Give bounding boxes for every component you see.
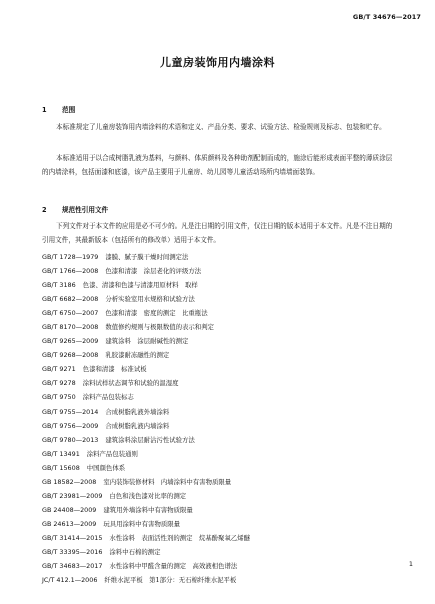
reference-title: 玩具用涂料中有害物质限量 — [103, 519, 181, 528]
reference-code: GB/T 9265—2009 — [42, 337, 99, 346]
reference-item — [42, 306, 250, 320]
reference-item — [42, 531, 250, 545]
section-2-intro: 下列文件对于本文件的应用是必不可少的。凡是注日期的引用文件，仅注日期的版本适用于本文件。凡是不注日期的引用文件，其最新版本（包括所有的修改单）适用于本文件。 — [42, 222, 393, 244]
section-2-heading — [42, 204, 108, 214]
reference-item — [42, 348, 250, 362]
reference-code: GB 18582—2008 — [42, 477, 97, 486]
section-1-title: 范围 — [62, 106, 76, 114]
reference-title: 纤维水泥平板 第1部分：无石棉纤维水泥平板 — [104, 576, 237, 585]
reference-title: 色漆和清漆 涂层老化的评级方法 — [105, 267, 202, 276]
reference-code: GB/T 6682—2008 — [42, 295, 99, 304]
reference-code: GB/T 1766—2008 — [42, 267, 99, 276]
reference-title: 涂料试样状态调节和试验的温湿度 — [82, 379, 179, 388]
reference-item — [42, 320, 250, 334]
reference-item — [42, 475, 250, 489]
reference-code: JC/T 412.1—2006 — [42, 576, 98, 585]
reference-item — [42, 433, 250, 447]
reference-item — [42, 503, 250, 517]
reference-item — [42, 278, 250, 292]
reference-code: GB/T 8170—2008 — [42, 323, 99, 332]
reference-title: 数值修约规则与极限数值的表示和判定 — [105, 323, 214, 332]
reference-code: GB/T 9756—2009 — [42, 421, 99, 430]
reference-code: GB 24408—2009 — [42, 505, 97, 514]
reference-code: GB/T 9278 — [42, 379, 76, 388]
reference-title: 建筑涂料涂层耐沾污性试验方法 — [105, 435, 195, 444]
reference-title: 水性涂料 表面活性剂的测定 烷基酚聚氧乙烯醚 — [109, 533, 251, 542]
section-1-number: 1 — [42, 106, 47, 114]
reference-item — [42, 390, 250, 404]
reference-code: GB/T 9755—2014 — [42, 407, 99, 416]
reference-code: GB/T 9750 — [42, 393, 76, 402]
reference-title: 乳胶漆耐冻融性的测定 — [105, 351, 170, 360]
reference-title: 建筑用外墙涂料中有害物质限量 — [103, 505, 193, 514]
section-1-paragraph-1: 本标准规定了儿童房装饰用内墙涂料的术语和定义、产品分类、要求、试验方法、检验规则及标志、包装和贮存。 — [56, 123, 386, 131]
reference-item — [42, 405, 250, 419]
reference-title: 建筑涂料 涂层耐碱性的测定 — [105, 337, 189, 346]
reference-item — [42, 573, 250, 587]
reference-item — [42, 489, 250, 503]
section-2-number: 2 — [42, 206, 47, 214]
reference-title: 漆膜、腻子膜干燥时间测定法 — [105, 253, 189, 261]
document-title: 儿童房装饰用内墙涂料 — [160, 56, 275, 69]
reference-title: 合成树脂乳液外墙涂料 — [105, 407, 170, 416]
reference-title: 中国颜色体系 — [86, 463, 126, 472]
reference-item — [42, 447, 250, 461]
reference-item — [42, 264, 250, 278]
reference-item — [42, 250, 250, 264]
reference-item — [42, 559, 250, 573]
section-2-title: 规范性引用文件 — [62, 206, 109, 214]
reference-code: GB/T 9271 — [42, 365, 76, 374]
reference-item — [42, 419, 250, 433]
reference-title: 色漆和清漆 密度的测定 比重瓶法 — [105, 309, 208, 318]
standard-number-header: GB/T 34676—2017 — [352, 13, 421, 21]
reference-title: 涂料中石棉的测定 — [109, 547, 161, 556]
reference-item — [42, 292, 250, 306]
section-1-paragraph-2: 本标准适用于以合成树脂乳液为基料，与颜料、体质颜料及各种助剂配制而成的，施涂后能形成表面平整的薄质涂层的内墙涂料，包括面漆和底漆，该产品主要用于儿童房、幼儿园等儿童活动场所内墙墙面装饰。 — [42, 154, 393, 176]
reference-code: GB/T 34683—2017 — [42, 562, 103, 571]
reference-code: GB/T 23981—2009 — [42, 491, 103, 500]
reference-item — [42, 334, 250, 348]
page-number: 1 — [408, 560, 413, 568]
reference-code: GB/T 15608 — [42, 463, 80, 472]
reference-title: 白色和浅色漆对比率的测定 — [109, 491, 187, 500]
reference-code: GB/T 9268—2008 — [42, 351, 99, 360]
reference-code: GB/T 3186 — [42, 281, 76, 290]
reference-item — [42, 545, 250, 559]
reference-title: 室内装饰装修材料 内墙涂料中有害物质限量 — [103, 477, 232, 486]
reference-item — [42, 461, 250, 475]
reference-code: GB/T 1728—1979 — [42, 253, 99, 261]
reference-code: GB/T 13491 — [42, 449, 80, 458]
reference-code: GB/T 33395—2016 — [42, 547, 103, 556]
reference-title: 涂料产品包装标志 — [82, 393, 134, 402]
reference-item — [42, 517, 250, 531]
reference-code: GB/T 9780—2013 — [42, 435, 99, 444]
reference-code: GB/T 6750—2007 — [42, 309, 99, 318]
reference-code: GB/T 31414—2015 — [42, 533, 103, 542]
section-1-heading — [42, 104, 75, 114]
reference-title: 水性涂料中甲醛含量的测定 高效液相色谱法 — [109, 562, 238, 571]
reference-title: 色漆和清漆 标准试板 — [82, 365, 147, 374]
reference-title: 色漆、清漆和色漆与清漆用原材料 取样 — [82, 281, 198, 290]
reference-title: 合成树脂乳液内墙涂料 — [105, 421, 170, 430]
reference-item — [42, 376, 250, 390]
reference-item — [42, 362, 250, 376]
reference-code: GB 24613—2009 — [42, 519, 97, 528]
reference-title: 涂料产品包装通则 — [86, 449, 138, 458]
reference-title: 分析实验室用水规格和试验方法 — [105, 295, 195, 304]
reference-list — [42, 250, 250, 587]
